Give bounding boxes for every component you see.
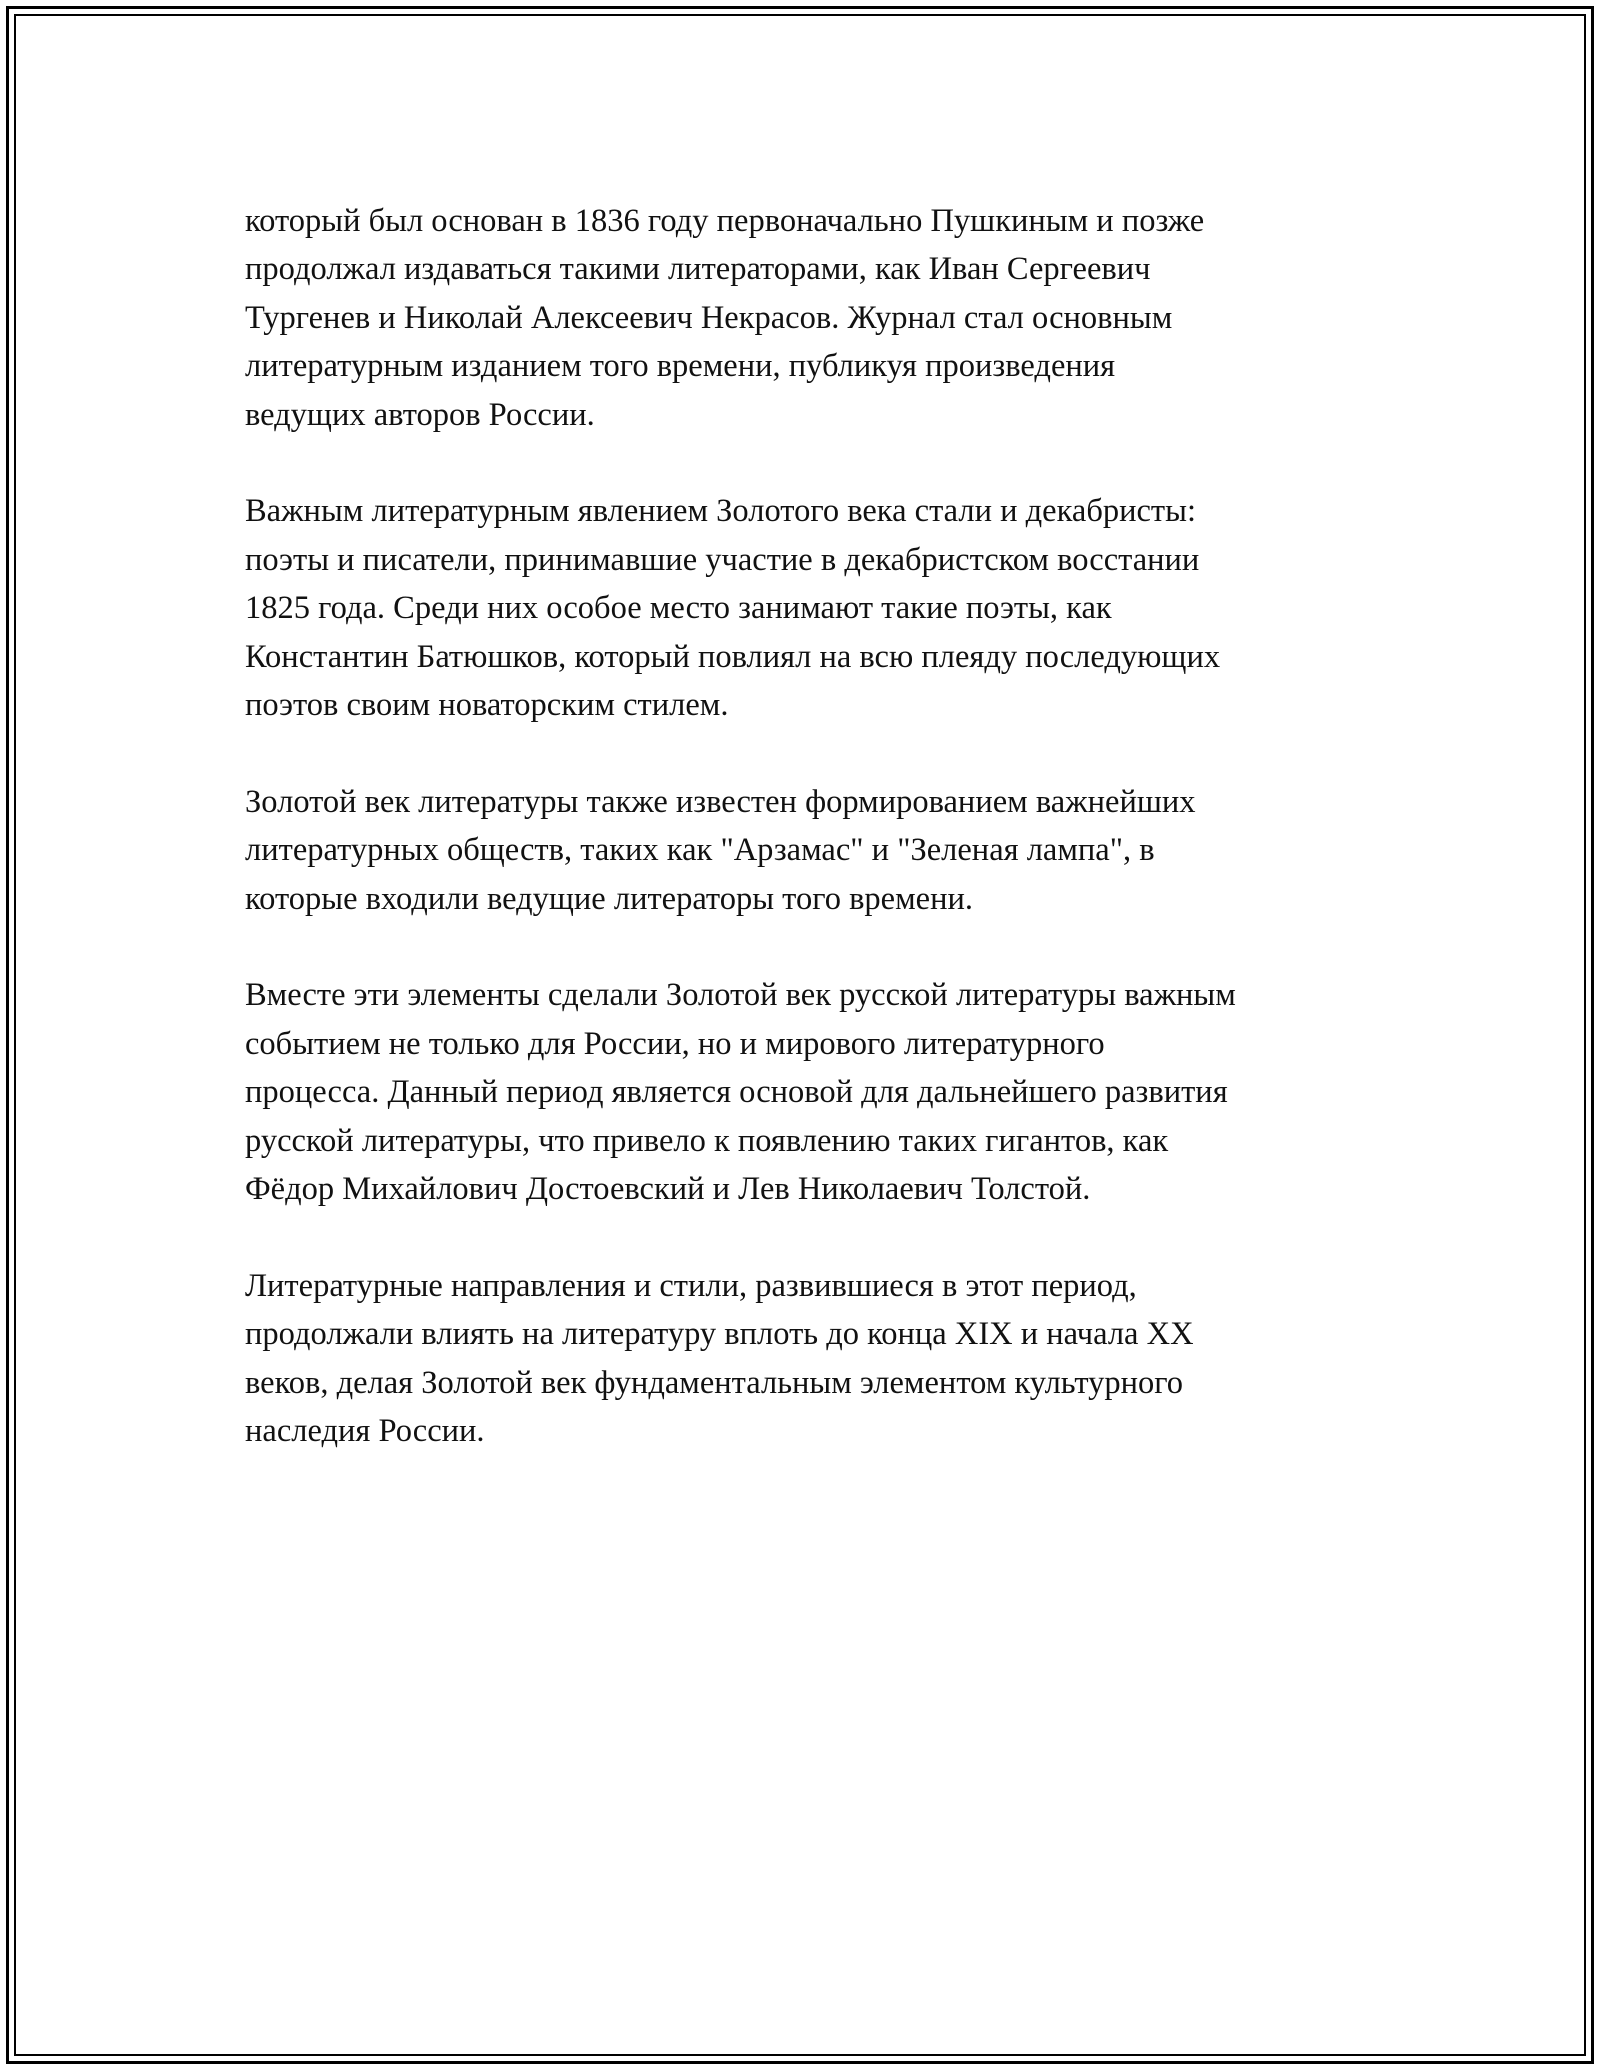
paragraph-3: [245, 778, 1395, 923]
text-line: Золотой век литературы также известен формированием важнейших: [245, 783, 1196, 820]
text-line: русской литературы, что привело к появлению таких гигантов, как: [245, 1122, 1169, 1159]
text-line: литературных обществ, таких как "Арзамас" и "Зеленая лампа", в: [245, 832, 1155, 869]
paragraph-5: [245, 1262, 1395, 1456]
text-line: поэтов своим новаторским стилем.: [245, 687, 729, 724]
paragraph-4: [245, 971, 1395, 1213]
text-line: поэты и писатели, принимавшие участие в декабристском восстании: [245, 541, 1200, 578]
text-line: событием не только для России, но и мирового литературного: [245, 1025, 1105, 1062]
text-line: ведущих авторов России.: [245, 396, 595, 433]
text-line: веков, делая Золотой век фундаментальным элементом культурного: [245, 1364, 1184, 1401]
text-line: Важным литературным явлением Золотого века стали и декабристы:: [245, 493, 1196, 530]
text-line: Константин Батюшков, который повлиял на всю плеяду последующих: [245, 638, 1221, 675]
text-line: продолжал издаваться такими литераторами, как Иван Сергеевич: [245, 251, 1151, 288]
text-line: Фёдор Михайлович Достоевский и Лев Николаевич Толстой.: [245, 1171, 1091, 1208]
text-line: которые входили ведущие литераторы того времени.: [245, 880, 974, 917]
paragraph-2: [245, 487, 1395, 729]
text-line: Литературные направления и стили, развившиеся в этот период,: [245, 1267, 1137, 1304]
page-frame: [6, 6, 1594, 2064]
document-body: [245, 197, 1395, 1504]
text-line: литературным изданием того времени, публикуя произведения: [245, 348, 1116, 385]
text-line: Вместе эти элементы сделали Золотой век русской литературы важным: [245, 977, 1236, 1014]
text-line: продолжали влиять на литературу вплоть до конца XIX и начала XX: [245, 1316, 1194, 1353]
text-line: который был основан в 1836 году первоначально Пушкиным и позже: [245, 203, 1205, 239]
text-line: 1825 года. Среди них особое место занимают такие поэты, как: [245, 590, 1112, 627]
paragraph-1: [245, 197, 1395, 439]
text-line: наследия России.: [245, 1413, 485, 1450]
text-line: Тургенев и Николай Алексеевич Некрасов. Журнал стал основным: [245, 299, 1173, 336]
text-line: процесса. Данный период является основой для дальнейшего развития: [245, 1074, 1228, 1111]
